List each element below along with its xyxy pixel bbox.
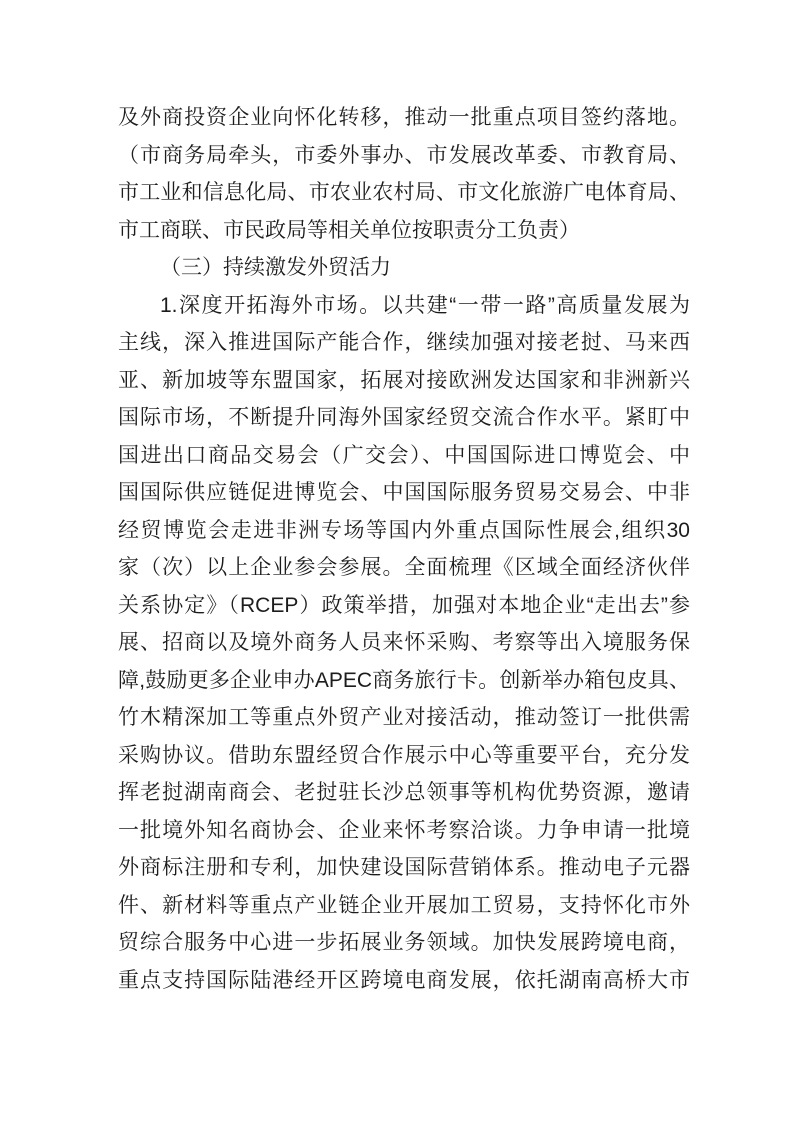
text-line: 经贸博览会走进非洲专场等国内外重点国际性展会,组织30 <box>118 518 690 542</box>
text-line: 国国际供应链促进博览会、中国国际服务贸易交易会、中非 <box>118 481 690 504</box>
text-line: 挥老挝湖南商会、老挝驻长沙总领事等机构优势资源，邀请 <box>118 781 690 804</box>
text-line: 一批境外知名商协会、企业来怀考察洽谈。力争申请一批境 <box>118 818 690 842</box>
paragraph-first-line: 1.深度开拓海外市场。以共建“一带一路”高质量发展为 <box>160 293 690 317</box>
text-line: 国际市场，不断提升同海外国家经贸交流合作水平。紧盯中 <box>118 406 690 429</box>
text-line: 采购协议。借助东盟经贸合作展示中心等重要平台，充分发 <box>118 743 690 767</box>
text-line: 主线，深入推进国际产能合作，继续加强对接老挝、马来西 <box>118 331 690 354</box>
text-line: 关系协定》（RCEP）政策举措，加强对本地企业“走出去”参 <box>118 593 690 617</box>
text-line: 件、新材料等重点产业链企业开展加工贸易，支持怀化市外 <box>118 893 690 917</box>
text-line: 市工商联、市民政局等相关单位按职责分工负责） <box>118 218 580 242</box>
text-line: 贸综合服务中心进一步拓展业务领域。加快发展跨境电商， <box>118 931 690 954</box>
text-block <box>118 99 690 999</box>
text-line: 障,鼓励更多企业申办APEC商务旅行卡。创新举办箱包皮具、 <box>118 668 690 692</box>
text-line: （市商务局牵头，市委外事办、市发展改革委、市教育局、 <box>118 143 690 167</box>
section-heading: （三）持续激发外贸活力 <box>160 256 391 279</box>
text-line: 家（次）以上企业参会参展。全面梳理《区域全面经济伙伴 <box>118 556 690 579</box>
text-line: 竹木精深加工等重点外贸产业对接活动，推动签订一批供需 <box>118 706 690 729</box>
text-line: 外商标注册和专利，加快建设国际营销体系。推动电子元器 <box>118 856 690 879</box>
text-line: 国进出口商品交易会（广交会）、中国国际进口博览会、中 <box>118 443 690 467</box>
text-line: 重点支持国际陆港经开区跨境电商发展，依托湖南高桥大市 <box>118 968 690 992</box>
text-line: 展、招商以及境外商务人员来怀采购、考察等出入境服务保 <box>118 631 690 654</box>
text-line: 市工业和信息化局、市农业农村局、市文化旅游广电体育局、 <box>118 181 690 204</box>
text-line: 及外商投资企业向怀化转移，推动一批重点项目签约落地。 <box>118 106 690 129</box>
text-line: 亚、新加坡等东盟国家，拓展对接欧洲发达国家和非洲新兴 <box>118 368 690 392</box>
